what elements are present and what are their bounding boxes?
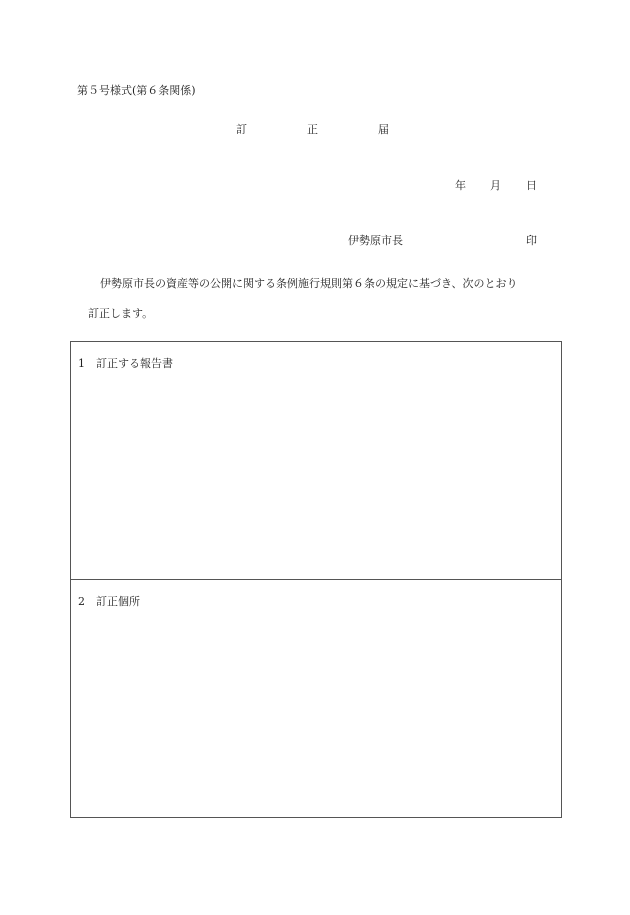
title-char-3: 届 bbox=[378, 123, 389, 136]
date-day-label: 日 bbox=[526, 179, 537, 192]
body-line-1: 伊勢原市長の資産等の公開に関する条例施行規則第６条の規定に基づき、次のとおり bbox=[100, 277, 518, 290]
correction-table bbox=[70, 341, 562, 818]
section-reported-document-label: 1 訂正する報告書 bbox=[78, 357, 173, 370]
addressee-name: 伊勢原市長 bbox=[348, 234, 403, 247]
section-divider bbox=[71, 579, 561, 580]
date-year-label: 年 bbox=[455, 179, 466, 192]
title-char-2: 正 bbox=[307, 123, 318, 136]
section-correction-location-label: 2 訂正個所 bbox=[78, 595, 140, 608]
date-month-label: 月 bbox=[490, 179, 501, 192]
body-line-2: 訂正します。 bbox=[88, 307, 154, 320]
form-number: 第５号様式(第６条関係) bbox=[77, 84, 196, 97]
title-char-1: 訂 bbox=[236, 123, 247, 136]
seal-mark: 印 bbox=[526, 234, 537, 247]
